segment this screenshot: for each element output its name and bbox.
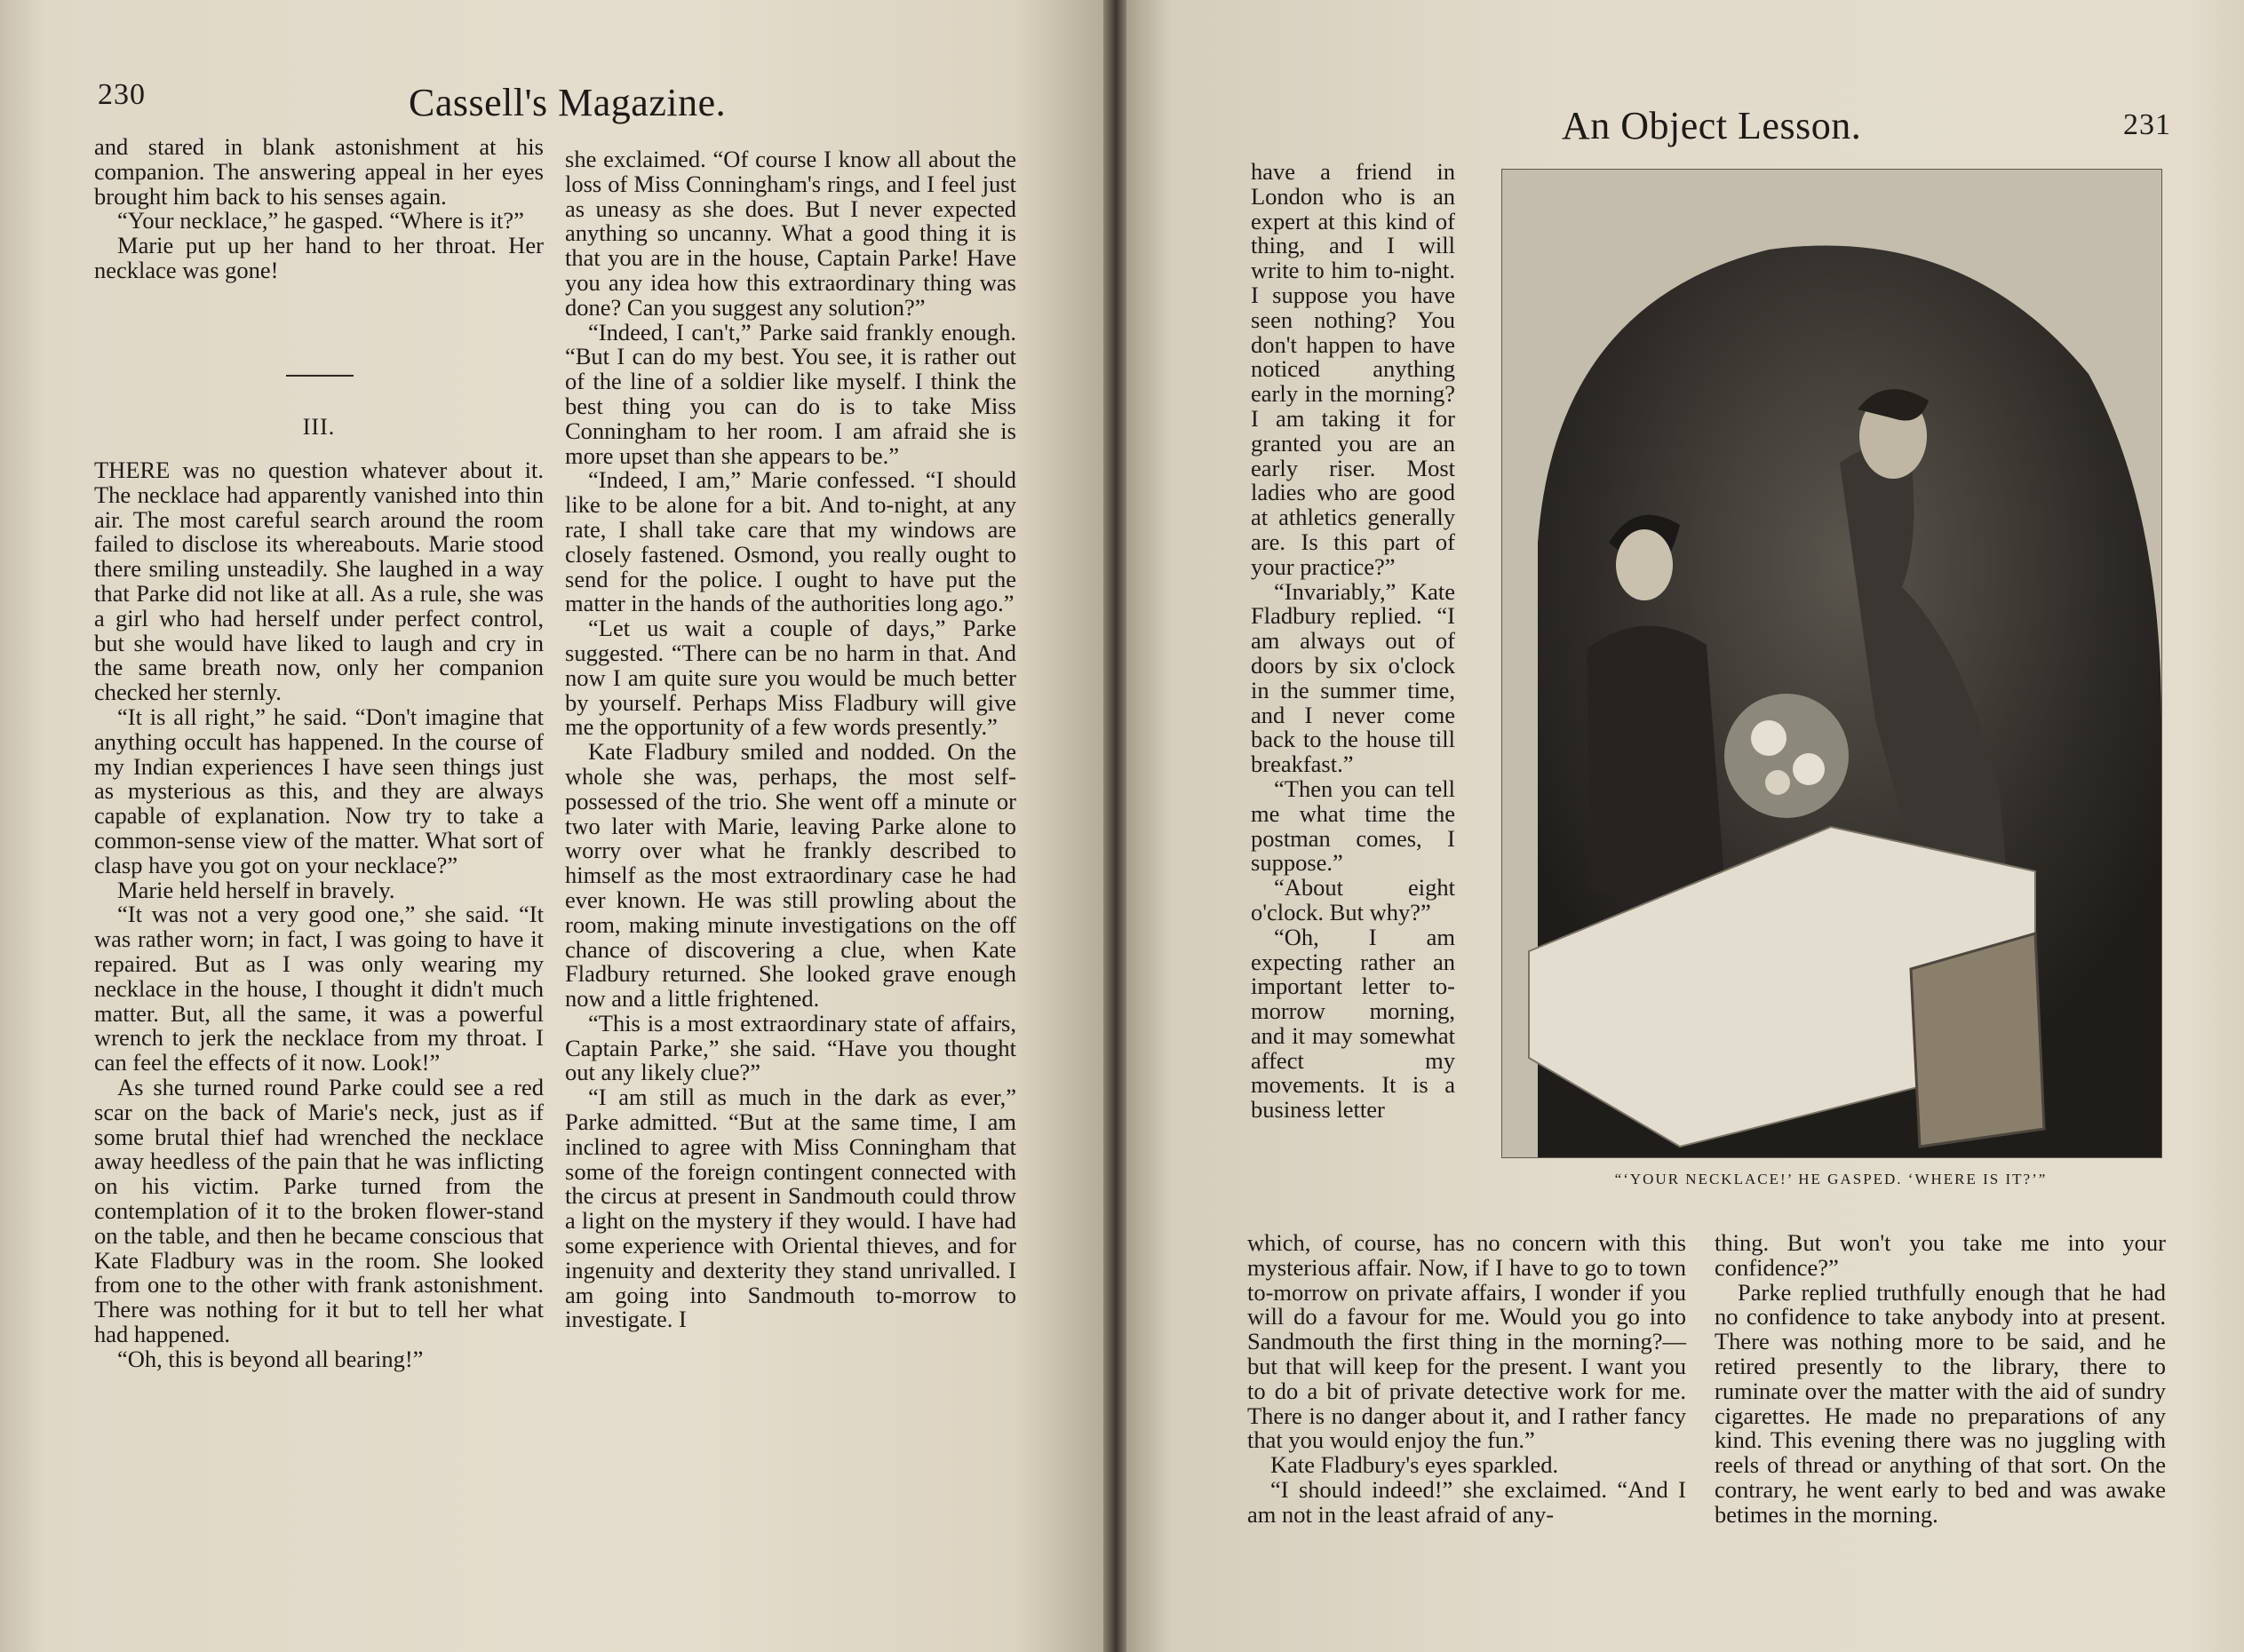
- left-page: [0, 0, 1103, 1652]
- paragraph: Marie put up her hand to her throat. Her necklace was gone!: [94, 232, 544, 283]
- book-gutter: [1103, 0, 1126, 1652]
- paragraph: “This is a most extraordinary state of affairs, Captain Parke,” she said. “Have you thought out any likely clue?”: [565, 1009, 1016, 1086]
- paragraph: Kate Fladbury smiled and nodded. On the whole she was, perhaps, the most self-possessed of the trio. She went off a minute or two later with Marie, leaving Parke alone to worry over what he frankly described to himself as the most extraordinary case he had ever known. He was still prowling about the room, making minute investigations on the off chance of discovering a clue, when Kate Fladbury returned. She looked grave enough now and a little frightened.: [565, 738, 1016, 1013]
- paragraph: Kate Fladbury's eyes sparkled.: [1270, 1451, 1559, 1479]
- paragraph: “I am still as much in the dark as ever,” Parke admitted. “But at the same time, I am inclined to agree with Miss Conningham that some of the foreign contingent connected with the circus at present in Sandmouth could throw a light on the mystery if they would. I have had some experience with Oriental thieves, and for ingenuity and dexterity they stand unrivalled. I am going into Sandmouth to-morrow to investigate. I: [565, 1084, 1016, 1333]
- illustration-caption: “‘YOUR NECKLACE!’ HE GASPED. ‘WHERE IS IT?’”: [1614, 1171, 2048, 1187]
- right-narrow-column: [1251, 160, 1455, 1123]
- paragraph: “Oh, this is beyond all bearing!”: [117, 1345, 424, 1372]
- paragraph: which, of course, has no concern with this mysterious affair. Now, if I have to go to town to-morrow on private affairs, I wonder if you will do a favour for me. Would you go into Sandmouth the first thing in the morning?—but that will keep for the present. I want you to do a bit of private detective work for me. There is no danger about it, and I rather fancy that you would enjoy the fun.”: [1247, 1229, 1686, 1454]
- paragraph: “Your necklace,” he gasped. “Where is it?”: [117, 207, 524, 234]
- left-column-1: [94, 135, 544, 283]
- paragraph: “Invariably,” Kate Fladbury replied. “I am always out of doors by six o'clock in the summer time, and I never come back to the house till breakfast.”: [1251, 577, 1455, 778]
- story-illustration: [1501, 169, 2162, 1158]
- running-title-left: Cassell's Magazine.: [409, 81, 727, 124]
- paragraph: “Oh, I am expecting rather an important letter to-morrow morning, and it may somewhat affect my movements. It is a business letter: [1251, 923, 1455, 1124]
- paragraph: have a friend in London who is an expert at this kind of thing, and I will write to him to-night. I suppose you have seen nothing? You don't happen to have noticed anything early in the morning? I am taking it for granted you are an early riser. Most ladies who are good at athletics generally are. Is this part of your practice?”: [1251, 158, 1455, 580]
- left-column-1-continued: [94, 458, 544, 1371]
- paragraph: “Indeed, I am,” Marie confessed. “I should like to be alone for a bit. And to-night, at any rate, I shall take care that my windows are closely fastened. Osmond, you really ought to send for the police. I ought to have put the matter in the hands of the authorities long ago.”: [565, 466, 1016, 617]
- paragraph: As she turned round Parke could see a red scar on the back of Marie's neck, just as if some brutal thief had wrenched the necklace away heedless of the pain that he was inflicting on his victim. Parke turned from the contemplation of it to the broken flower-stand on the table, and then he became conscious that Kate Fladbury was in the room. She looked from one to the other with frank astonishment. There was nothing for it but to tell her what had happened.: [94, 1073, 544, 1347]
- paragraph: “About eight o'clock. But why?”: [1251, 874, 1455, 925]
- section-divider: [286, 375, 354, 377]
- paragraph: “Indeed, I can't,” Parke said frankly enough. “But I can do my best. You see, it is rather out of the line of a soldier like myself. I think the best thing you can do is to take Miss Conningham to her room. I am afraid she is more upset than she appears to be.”: [565, 318, 1016, 469]
- paragraph: thing. But won't you take me into your confidence?”: [1715, 1229, 2166, 1281]
- paragraph: she exclaimed. “Of course I know all about the loss of Miss Conningham's rings, and I feel just as uneasy as she does. But I never expected anything so uncanny. What a good thing it is that you are in the house, Captain Parke! Have you any idea how this extraordinary thing was done? Can you suggest any solution?”: [565, 146, 1016, 321]
- right-column-2: [1715, 1231, 2166, 1528]
- paragraph: “Let us wait a couple of days,” Parke suggested. “There can be no harm in that. And now I am quite sure you would be much better by yourself. Perhaps Miss Fladbury will give me the opportunity of a few words presently.”: [565, 615, 1016, 741]
- paragraph: Marie held herself in bravely.: [117, 876, 395, 903]
- page-number-right: 231: [2123, 108, 2171, 141]
- left-column-2: [565, 147, 1016, 1332]
- paragraph: “It was not a very good one,” she said. “It was rather worn; in fact, I was going to have it repaired. But as I was only wearing my necklace in the house, I thought it didn't much matter. But, all the same, it was a powerful wrench to jerk the necklace from my throat. I can feel the effects of it now. Look!”: [94, 901, 544, 1076]
- right-column-1: [1247, 1231, 1686, 1528]
- paragraph: “I should indeed!” she exclaimed. “And I am not in the least afraid of any-: [1247, 1475, 1686, 1528]
- section-number: III.: [302, 414, 336, 440]
- paragraph: “Then you can tell me what time the postman comes, I suppose.”: [1251, 774, 1455, 877]
- page-number-left: 230: [98, 78, 146, 111]
- paragraph: and stared in blank astonishment at his companion. The answering appeal in her eyes brought him back to his senses again.: [94, 133, 544, 210]
- paragraph: Parke replied truthfully enough that he had no confidence to take anybody into at present. There was nothing more to be said, and he retired presently to the library, there to ruminate over the matter with the aid of sundry cigarettes. He made no preparations of any kind. This evening there was no juggling with reels of thread or anything of that sort. On the contrary, he went early to bed and was awake betimes in the morning.: [1715, 1278, 2166, 1528]
- paragraph: “It is all right,” he said. “Don't imagine that anything occult has happened. In the course of my Indian experiences I have seen things just as mysterious as this, and they are always capable of explanation. Now try to take a common-sense view of the matter. What sort of clasp have you got on your necklace?”: [94, 703, 544, 878]
- running-title-right: An Object Lesson.: [1562, 104, 1862, 147]
- paragraph: THERE was no question whatever about it. The necklace had apparently vanished into thin air. The most careful search around the room failed to disclose its whereabouts. Marie stood there smiling unsteadily. She laughed in a way that Parke did not like at all. As a rule, she was a girl who had herself under perfect control, but she would have liked to laugh and cry in the same breath now, only her companion checked her sternly.: [94, 457, 544, 706]
